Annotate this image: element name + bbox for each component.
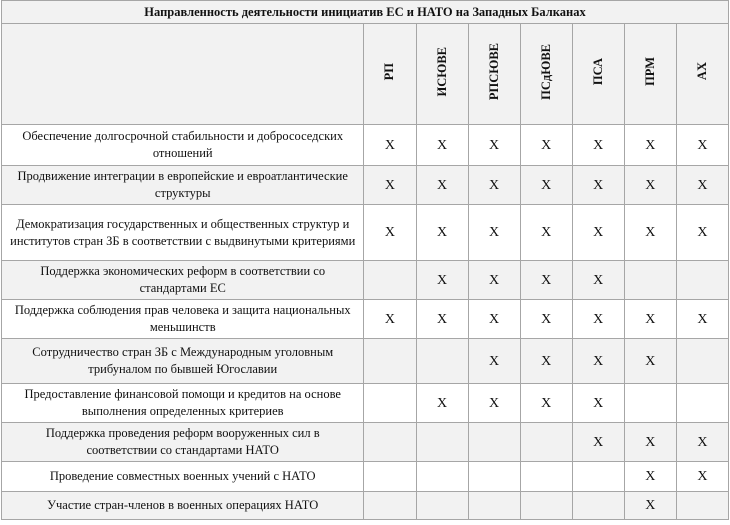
mark-cell: X [572,300,624,339]
row-label: Сотрудничество стран ЗБ с Международным уголовным трибуналом по бывшей Югославии [2,339,364,384]
mark-cell [416,423,468,462]
column-header [624,24,676,125]
table-body [2,125,729,520]
table-row [2,339,729,384]
mark-cell [416,339,468,384]
mark-cell: X [624,492,676,520]
row-label: Поддержка экономических реформ в соответствии со стандартами ЕС [2,261,364,300]
mark-cell: X [624,339,676,384]
mark-cell [364,462,416,492]
mark-cell: X [416,384,468,423]
column-header [416,24,468,125]
row-label: Демократизация государственных и общественных структур и институтов стран ЗБ в соответствии с выдвинутыми критериями [2,205,364,261]
mark-cell [364,261,416,300]
mark-cell: X [364,300,416,339]
table-row [2,462,729,492]
mark-cell [468,492,520,520]
mark-cell: X [624,300,676,339]
table-title: Направленность деятельности инициатив ЕС и НАТО на Западных Балканах [2,1,729,24]
mark-cell [468,462,520,492]
mark-cell [520,462,572,492]
row-label: Участие стран-членов в военных операциях НАТО [2,492,364,520]
mark-cell [676,492,728,520]
mark-cell: X [416,166,468,205]
table-row [2,205,729,261]
mark-cell [624,261,676,300]
mark-cell: X [520,205,572,261]
mark-cell: X [676,166,728,205]
mark-cell [364,339,416,384]
row-label: Поддержка проведения реформ вооруженных сил в соответствии со стандартами НАТО [2,423,364,462]
table-row [2,300,729,339]
mark-cell: X [468,125,520,166]
mark-cell [572,492,624,520]
column-header [572,24,624,125]
row-label: Продвижение интеграции в европейские и евроатлантические структуры [2,166,364,205]
mark-cell: X [572,384,624,423]
column-header-label: ПРМ [642,57,657,86]
mark-cell: X [520,339,572,384]
mark-cell: X [572,166,624,205]
mark-cell [364,384,416,423]
mark-cell: X [468,384,520,423]
mark-cell: X [520,261,572,300]
row-label: Проведение совместных военных учений с НАТО [2,462,364,492]
mark-cell: X [364,205,416,261]
mark-cell: X [676,462,728,492]
mark-cell: X [572,261,624,300]
mark-cell: X [676,423,728,462]
mark-cell: X [624,166,676,205]
row-label: Предоставление финансовой помощи и кредитов на основе выполнения определенных критериев [2,384,364,423]
mark-cell: X [416,205,468,261]
mark-cell: X [624,125,676,166]
mark-cell: X [520,166,572,205]
table-row [2,261,729,300]
column-header-row [2,24,729,125]
table-row [2,166,729,205]
row-label: Обеспечение долгосрочной стабильности и добрососедских отношений [2,125,364,166]
mark-cell: X [416,300,468,339]
mark-cell [468,423,520,462]
table-row [2,492,729,520]
mark-cell [520,423,572,462]
mark-cell: X [624,462,676,492]
mark-cell: X [572,339,624,384]
mark-cell [364,423,416,462]
column-header [676,24,728,125]
table-row [2,125,729,166]
mark-cell [520,492,572,520]
mark-cell: X [676,125,728,166]
mark-cell [416,462,468,492]
column-header [468,24,520,125]
mark-cell: X [468,261,520,300]
mark-cell: X [416,125,468,166]
initiatives-table [1,0,729,520]
mark-cell: X [676,205,728,261]
mark-cell [416,492,468,520]
mark-cell: X [624,205,676,261]
table-row [2,384,729,423]
mark-cell: X [364,125,416,166]
mark-cell: X [520,300,572,339]
mark-cell: X [468,300,520,339]
mark-cell [364,492,416,520]
mark-cell [624,384,676,423]
mark-cell: X [572,423,624,462]
table-row [2,423,729,462]
column-header [520,24,572,125]
column-header-label: ПСА [590,57,605,86]
column-header-label: РП [382,62,397,81]
mark-cell: X [572,125,624,166]
mark-cell [572,462,624,492]
column-header-label: ИСЮВЕ [434,46,449,97]
row-label: Поддержка соблюдения прав человека и защита национальных меньшинств [2,300,364,339]
mark-cell: X [676,300,728,339]
header-corner-cell [2,24,364,125]
column-header-label: АХ [694,62,709,81]
mark-cell: X [624,423,676,462]
mark-cell: X [520,384,572,423]
column-header-label: ПСдЮВЕ [538,43,553,100]
mark-cell [676,384,728,423]
mark-cell: X [468,166,520,205]
mark-cell [676,261,728,300]
mark-cell: X [364,166,416,205]
mark-cell: X [416,261,468,300]
mark-cell: X [572,205,624,261]
mark-cell: X [468,205,520,261]
column-header [364,24,416,125]
mark-cell: X [468,339,520,384]
mark-cell: X [520,125,572,166]
mark-cell [676,339,728,384]
column-header-label: РПСЮВЕ [486,42,501,101]
